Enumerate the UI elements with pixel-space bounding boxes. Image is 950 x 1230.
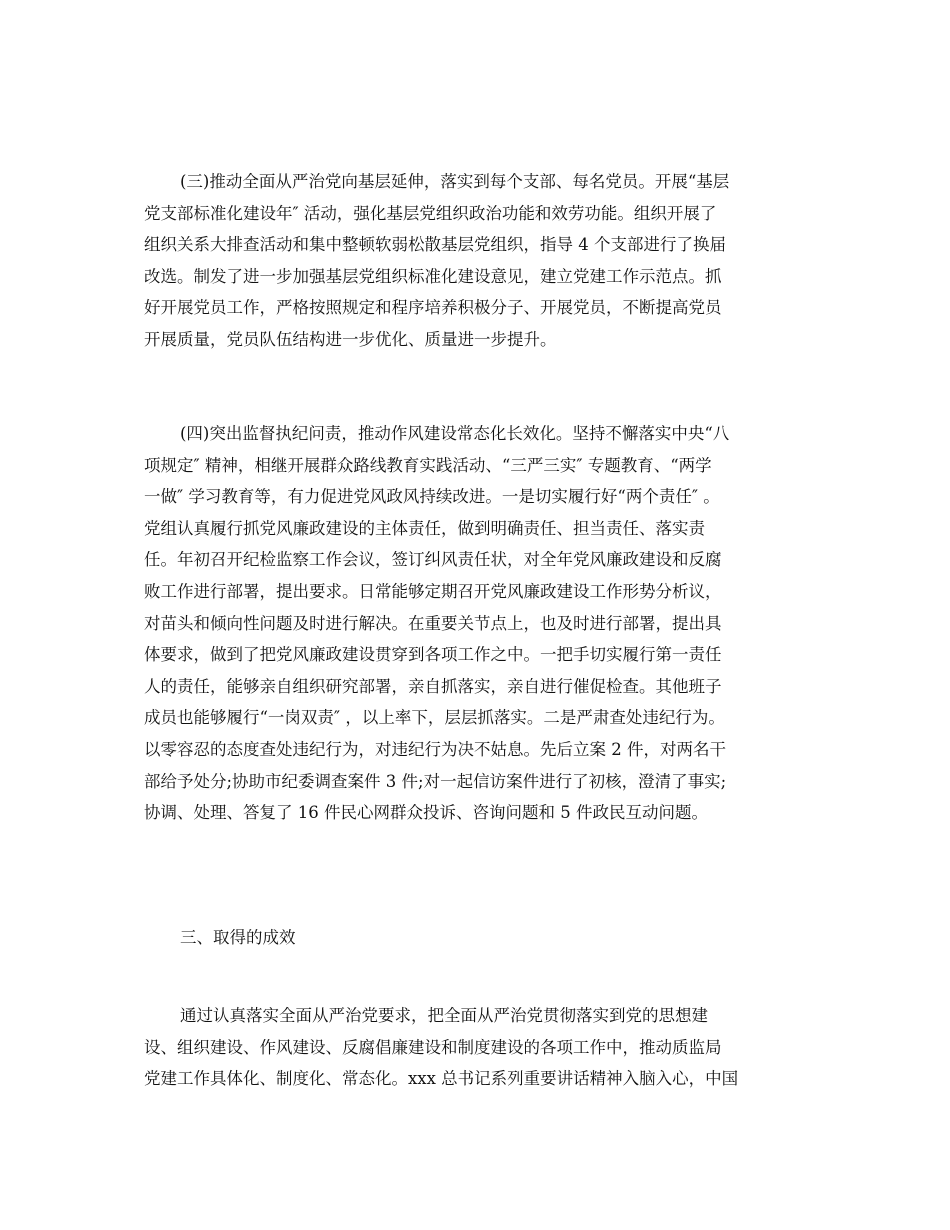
paragraph-results — [144, 1000, 816, 1095]
text-line: 通过认真落实全面从严治党要求，把全面从严治党贯彻落实到党的思想建 — [180, 1006, 708, 1025]
text-line: 开展质量，党员队伍结构进一步优化、质量进一步提升。 — [144, 329, 557, 349]
text-line: 人的责任，能够亲自组织研究部署，亲自抓落实，亲自进行催促检查。其他班子 — [144, 676, 722, 696]
text-line: 成员也能够履行“一岗双责″ ，以上率下，层层抓落实。二是严肃查处违纪行为。 — [144, 708, 725, 728]
text-line: (四)突出监督执纪问责，推动作风建设常态化长效化。坚持不懈落实中央“八 — [180, 424, 730, 443]
text-line: 党支部标准化建设年″ 活动，强化基层党组织政治功能和效劳功能。组织开展了 — [144, 203, 717, 223]
text-line: 设、组织建设、作风建设、反腐倡廉建设和制度建设的各项工作中，推动质监局 — [144, 1037, 722, 1057]
paragraph-party-building — [144, 166, 816, 356]
text-line: 协调、处理、答复了 16 件民心网群众投诉、咨询问题和 5 件政民互动问题。 — [144, 803, 708, 823]
text-line: 部给予处分;协助市纪委调查案件 3 件;对一起信访案件进行了初核，澄清了事实; — [144, 771, 727, 791]
text-line: 体要求，做到了把党风廉政建设贯穿到各项工作之中。一把手切实履行第一责任 — [144, 645, 722, 665]
text-line: 党建工作具体化、制度化、常态化。xxx 总书记系列重要讲话精神入脑入心，中国 — [144, 1069, 739, 1089]
paragraph-supervision — [144, 418, 816, 829]
text-line: 对苗头和倾向性问题及时进行解决。在重要关节点上，也及时进行部署，提出具 — [144, 613, 722, 633]
text-line: 以零容忍的态度查处违纪行为，对违纪行为决不姑息。先后立案 2 件，对两名干 — [144, 739, 726, 759]
text-line: 任。年初召开纪检监察工作会议，签订纠风责任状，对全年党风廉政建设和反腐 — [144, 550, 722, 570]
text-line: (三)推动全面从严治党向基层延伸，落实到每个支部、每名党员。开展“基层 — [180, 172, 730, 191]
text-line: 好开展党员工作，严格按照规定和程序培养积极分子、开展党员，不断提高党员 — [144, 298, 722, 318]
text-line: 改选。制发了进一步加强基层党组织标准化建设意见，建立党建工作示范点。抓 — [144, 266, 722, 286]
text-line: 组织关系大排查活动和集中整顿软弱松散基层党组织，指导 4 个支部进行了换届 — [144, 235, 726, 255]
section-heading — [144, 922, 816, 954]
text-line: 项规定″ 精神，相继开展群众路线教育实践活动、“三严三实″ 专题教育、“两学 — [144, 455, 712, 475]
section-title: 三、取得的成效 — [180, 928, 296, 947]
text-line: 一做″ 学习教育等，有力促进党风政风持续改进。一是切实履行好“两个责任″ 。 — [144, 487, 720, 507]
text-line: 败工作进行部署，提出要求。日常能够定期召开党风廉政建设工作形势分析议， — [144, 581, 722, 601]
text-line: 党组认真履行抓党风廉政建设的主体责任，做到明确责任、担当责任、落实责 — [144, 518, 705, 538]
